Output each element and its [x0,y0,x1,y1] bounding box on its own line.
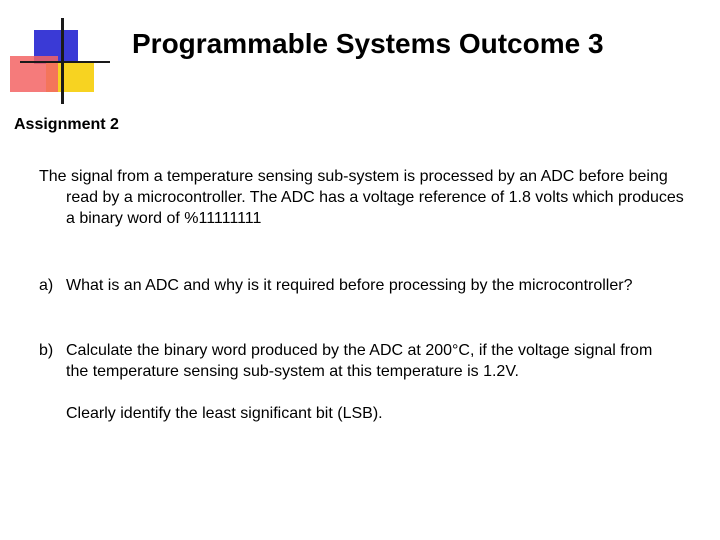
intro-paragraph: The signal from a temperature sensing sub-system is processed by an ADC before being read by a microcontroller. The ADC has a voltage reference of 1.8 volts which produces a binary word of %11111111 [39,168,684,227]
assignment-heading: Assignment 2 [14,116,119,133]
question-b-text: Calculate the binary word produced by the ADC at 200°C, if the voltage signal from the temperature sensing sub-system at this temperature is 1.2V. [66,342,653,380]
question-a-text: What is an ADC and why is it required before processing by the microcontroller? [66,277,633,294]
decorative-squares-logo [0,0,110,110]
horizontal-line-shape [20,61,110,63]
question-a [39,275,669,296]
question-b-marker: b) [39,342,54,359]
slide-title: Programmable Systems Outcome 3 [132,28,604,59]
question-a-marker: a) [39,277,54,294]
question-b [39,340,669,424]
question-b-note: Clearly identify the least significant bit (LSB). [66,405,383,422]
